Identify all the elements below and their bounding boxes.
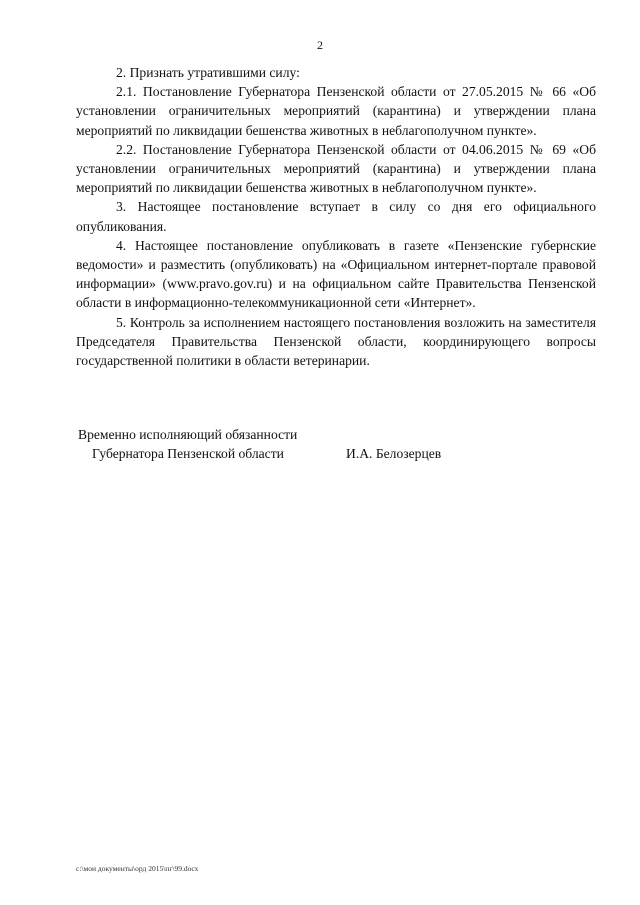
paragraph-2-2: 2.2. Постановление Губернатора Пензенской области от 04.06.2015 № 69 «Об установлении ограничительных мероприятий (карантина) и утверждении плана мероприятий по ликвидации бешенства животных в неблагополучном пункте». <box>76 141 596 196</box>
document-body <box>76 63 596 370</box>
paragraph-2: 2. Признать утратившими силу: <box>116 65 300 80</box>
paragraph-2-1: 2.1. Постановление Губернатора Пензенской области от 27.05.2015 № 66 «Об установлении ограничительных мероприятий (карантина) и утверждении плана мероприятий по ликвидации бешенства животных в неблагополучном пункте». <box>76 84 596 138</box>
footer-file-path: c:\мои документы\орд 2015\пг\99.docx <box>76 864 199 873</box>
page-number: 2 <box>317 38 323 52</box>
signature-title-line1: Временно исполняющий обязанности <box>78 427 298 442</box>
paragraph-3: 3. Настоящее постановление вступает в силу со дня его официального опубликования. <box>76 199 596 234</box>
signature-block <box>78 425 442 463</box>
signature-title-line2: Губернатора Пензенской области <box>92 446 284 462</box>
signatory-name: И.А. Белозерцев <box>346 446 442 462</box>
paragraph-5: 5. Контроль за исполнением настоящего постановления возложить на заместителя Председателя Правительства Пензенской области, координирующего вопросы государственной политики в области ветеринарии. <box>76 314 596 369</box>
paragraph-4: 4. Настоящее постановление опубликовать в газете «Пензенские губернские ведомости» и разместить (опубликовать) на «Официальном интернет-портале правовой информации» (www.pravo.gov.ru) и на официальном сайте Правительства Пензенской области в информационно-телекоммуникационной сети «Интернет». <box>76 237 596 311</box>
